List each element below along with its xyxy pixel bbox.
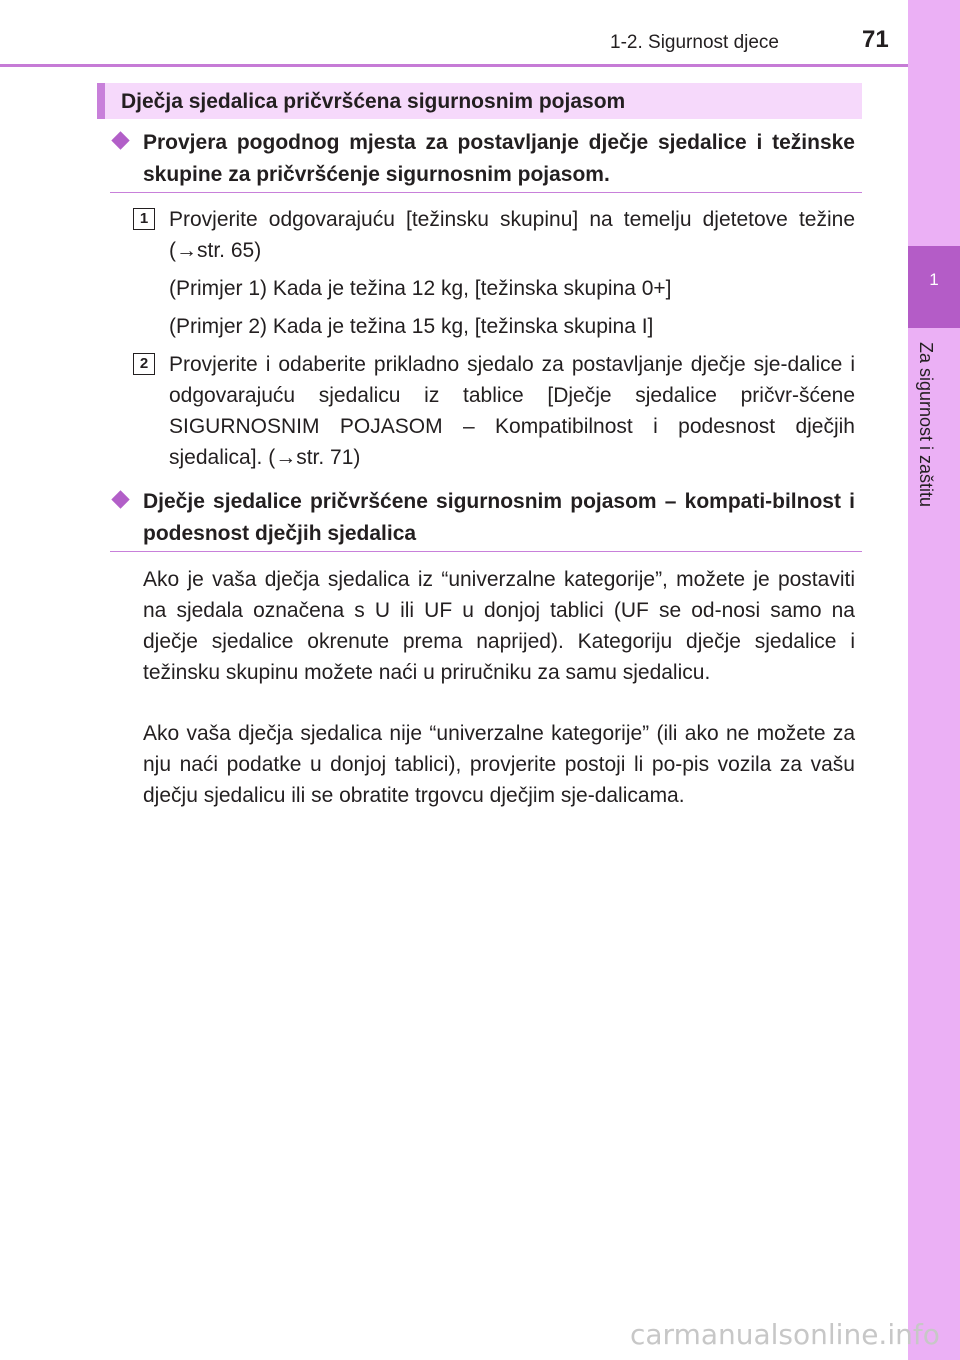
watermark-link[interactable]: carmanualsonline.info (630, 1318, 940, 1351)
header-divider (0, 64, 908, 67)
body-paragraph: Ako je vaša dječja sjedalica iz “univerzalne kategorije”, možete je postaviti na sjedala označena s U ili UF u donjoj tablici (UF se od-nosi samo na dječje sjedalice okrenute prema naprijed). Kategoriju dječje sjedalice i težinsku skupinu možete naći u priručniku za samu sjedalicu. (143, 568, 855, 684)
section-title: Dječja sjedalica pričvršćena sigurnosnim pojasom (121, 90, 626, 113)
step-text: Provjerite odgovarajuću [težinsku skupinu] na temelju djetetove težine (→str. 65) (169, 208, 855, 262)
step-text: Provjerite i odaberite prikladno sjedalo za postavljanje dječje sje-dalice i odgovarajuću sjedalicu iz tablice [Dječje sjedalice pričvr-šćene SIGURNOSNIM POJASOM – Kompatibilnost i podesnost dječjih sjedalica]. (→str. 71) (169, 353, 855, 469)
subsection-rule (110, 551, 862, 552)
diamond-bullet-icon (111, 490, 129, 508)
page-number: 71 (862, 26, 889, 53)
chapter-number: 1 (929, 270, 939, 289)
section-title-box (97, 83, 862, 119)
section-path: 1-2. Sigurnost djece (610, 32, 779, 53)
diamond-bullet-icon (111, 131, 129, 149)
step-number-badge: 2 (133, 353, 155, 375)
chapter-side-tab (908, 0, 960, 1360)
body-paragraph: Ako vaša dječja sjedalica nije “univerzalne kategorije” (ili ako ne možete za nju naći podatke u donjoj tablici), provjerite postoji li po-pis vozila za vašu dječju sjedalicu ili se obratite trgovcu dječjim sje-dalicama. (143, 722, 855, 807)
chapter-label: Za sigurnost i zaštitu (916, 342, 936, 508)
example-line: (Primjer 1) Kada je težina 12 kg, [težinska skupina 0+] (169, 277, 672, 300)
subsection-rule (110, 192, 862, 193)
example-line: (Primjer 2) Kada je težina 15 kg, [težinska skupina I] (169, 315, 654, 338)
subsection-heading: Provjera pogodnog mjesta za postavljanje dječje sjedalice i težinske skupine za pričvršćenje sigurnosnim pojasom. (143, 131, 855, 186)
step-number-badge: 1 (133, 208, 155, 230)
subsection-heading: Dječje sjedalice pričvršćene sigurnosnim pojasom – kompati-bilnost i podesnost dječjih sjedalica (143, 490, 855, 545)
